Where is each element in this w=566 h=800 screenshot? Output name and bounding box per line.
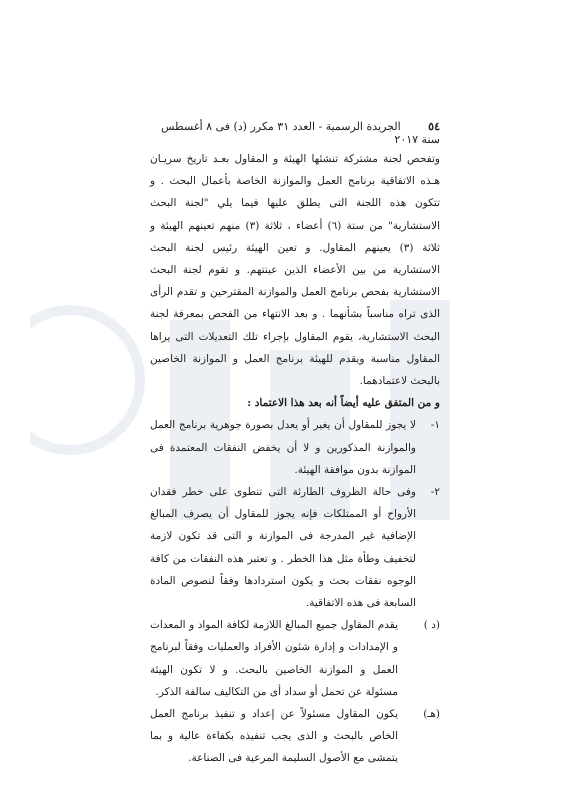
paragraph-intro: وتفحص لجنة مشتركة تنشئها الهيئة و المقاول بعـد تاريخ سريـان هـذه الاتفاقية برنامج العمل والموازنة الخاصة بأعمال البحث . و تتكون هذه اللجنة التى يطلق عليها فيما يلي "لجنة البحث الاستشارية" من ستة (٦) أعضاء ، ثلاثة (٣) منهم تعينهم الهيئة و ثلاثة (٣) يعينهم المقاول. و تعين الهيئة رئيس لجنة البحث الاستشارية من بين الأعضاء الذين عينتهم. و تقوم لجنة البحث الاستشارية بفحص برنامج العمل والموازنة المقترحين و تقدم الرأى الذى تراه مناسباً بشأنهما . و بعد الانتهاء من الفحص بمعرفة لجنة البحث الاستشارية، يقوم المقاول بإجراء تلك التعديلات التى يراها المقاول مناسبة ويقدم للهيئة برنامج العمل و الموازنة الخاصين بالبحث لاعتمادهما. [150,153,440,388]
page-number: ٥٤ [428,120,440,133]
item-text: لا يجوز للمقاول أن يغير أو يعدل بصورة جوهرية برنامج العمل والموازنة المذكورين و لا أن يخفض النفقات المعتمدة فى الموازنة بدون موافقة الهيئة. [150,419,416,476]
item-letter: (هـ) [423,708,440,721]
section-heading: و من المتفق عليه أيضاً أنه بعد هذا الاعتماد : [247,397,440,410]
header-title: الجريدة الرسمية - العدد ٣١ مكرر (د) فى ٨ أغسطس سنة ٢٠١٧ [160,120,440,146]
numbered-item-1 [150,414,440,481]
item-letter: (د ) [423,619,440,632]
lettered-item-d [150,614,440,703]
item-text: يقدم المقاول جميع المبالغ اللازمة لكافة المواد و المعدات و الإمدادات و إدارة شئون الأفراد والعمليات وفقاً لبرنامج العمل و الموازنة الخاصين بالبحث. و لا تكون الهيئة مسئولة عن تحمل أو سداد أى من التكاليف سالفة الذكر. [150,619,398,698]
item-text: وفى حالة الظروف الطارئة التى تنطوى على خطر فقدان الأرواح أو الممتلكات فإنه يجوز للمقاول أن يصرف المبالغ الإضافية غير المدرجة فى الموازنة و التى قد تكون لازمة لتخفيف وطأة مثل هذا الخطر . و تعتبر هذه النفقات من كافة الوجوه نفقات بحث و يكون استردادها وفقاً لنصوص المادة السابعة فى هذه الاتفاقية. [150,486,416,610]
page-header [150,120,440,146]
item-number: ٢- [430,486,440,499]
numbered-item-2 [150,481,440,614]
item-text: يكون المقاول مسئولاً عن إعداد و تنفيذ برنامج العمل الخاص بالبحث و الذى يجب تنفيذه بكفاءة عالية و بما يتمشى مع الأصول السليمة المرعية فى الصناعة. [150,708,398,765]
lettered-item-h [150,703,440,770]
item-number: ١- [430,419,440,432]
document-body [150,148,440,770]
